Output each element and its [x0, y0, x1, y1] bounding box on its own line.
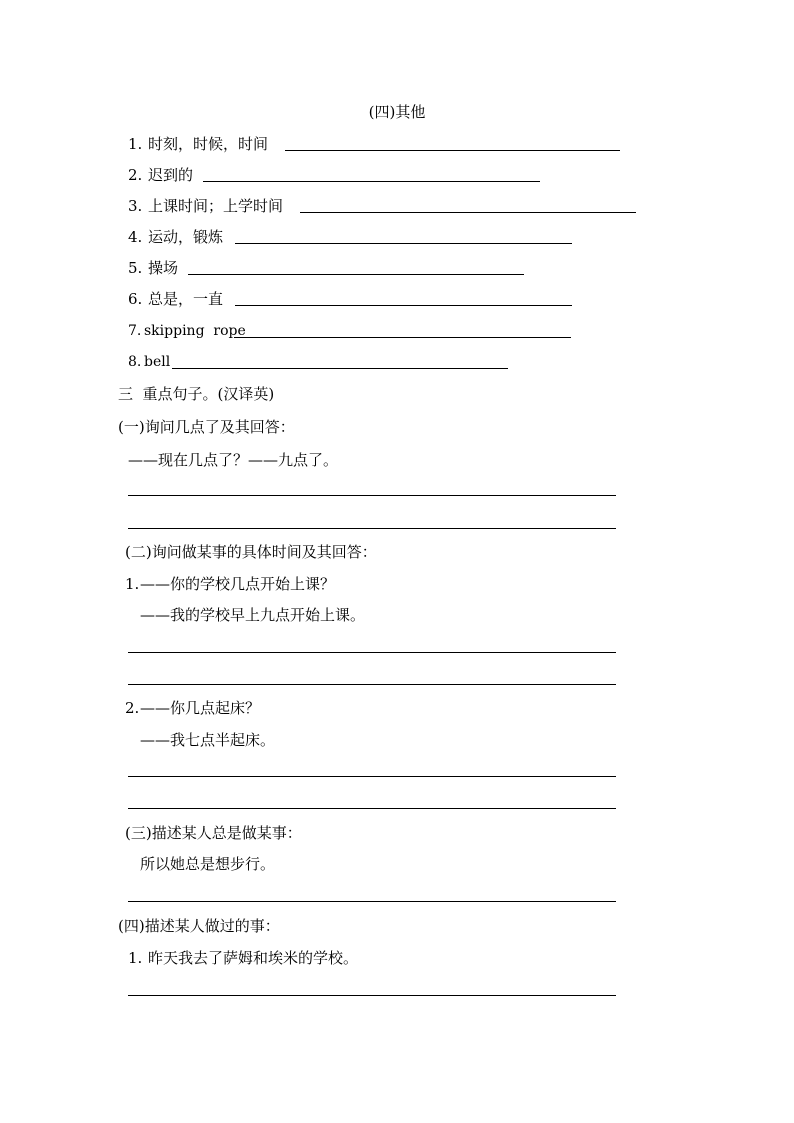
- answer-blank[interactable]: [234, 337, 571, 338]
- answer-blank[interactable]: [235, 305, 572, 306]
- subsection-heading: (一)询问几点了及其回答：: [118, 418, 295, 436]
- dialogue-line: 昨天我去了萨姆和埃米的学校。: [148, 949, 359, 967]
- answer-blank[interactable]: [172, 368, 508, 369]
- item-number: 3.: [128, 197, 143, 215]
- answer-blank[interactable]: [188, 274, 524, 275]
- item-text: 运动，锻炼: [148, 228, 224, 246]
- dialogue-line: ——你的学校几点开始上课？: [140, 575, 336, 593]
- subsection-heading: (四)描述某人做过的事：: [118, 917, 280, 935]
- subsection-heading: (三)描述某人总是做某事：: [125, 824, 302, 842]
- item-number: 1.: [128, 135, 143, 153]
- item-number: 7.: [128, 323, 142, 339]
- item-number: 4.: [128, 228, 143, 246]
- answer-line[interactable]: [128, 808, 616, 809]
- answer-line[interactable]: [128, 495, 616, 496]
- question-number: 2.: [125, 699, 140, 717]
- answer-line[interactable]: [128, 528, 616, 529]
- dialogue-line: ——我的学校早上九点开始上课。: [140, 606, 366, 624]
- question-number: 1.: [125, 575, 140, 593]
- answer-blank[interactable]: [285, 150, 620, 151]
- item-number: 5.: [128, 259, 143, 277]
- item-text: skipping rope: [144, 323, 246, 339]
- item-text: 迟到的: [148, 166, 194, 184]
- subsection-heading: (二)询问做某事的具体时间及其回答：: [125, 543, 377, 561]
- item-number: 6.: [128, 290, 143, 308]
- item-text: bell: [144, 354, 171, 370]
- item-text: 上课时间；上学时间: [148, 197, 284, 215]
- dialogue-line: ——我七点半起床。: [140, 731, 276, 749]
- item-number: 2.: [128, 166, 143, 184]
- answer-line[interactable]: [128, 901, 616, 902]
- item-text: 总是，一直: [148, 290, 224, 308]
- answer-line[interactable]: [128, 995, 616, 996]
- item-text: 时刻，时候，时间: [148, 135, 269, 153]
- dialogue-line: ——现在几点了？——九点了。: [128, 451, 339, 469]
- answer-blank[interactable]: [203, 181, 540, 182]
- item-text: 操场: [148, 259, 179, 277]
- part-heading: 三 重点句子。(汉译英): [118, 385, 275, 403]
- answer-line[interactable]: [128, 776, 616, 777]
- dialogue-line: 所以她总是想步行。: [140, 855, 276, 873]
- section-title: (四)其他: [368, 103, 426, 121]
- question-number: 1.: [128, 949, 143, 967]
- dialogue-line: ——你几点起床？: [140, 699, 261, 717]
- answer-line[interactable]: [128, 652, 616, 653]
- answer-blank[interactable]: [235, 243, 572, 244]
- answer-blank[interactable]: [300, 212, 636, 213]
- item-number: 8.: [128, 354, 142, 370]
- answer-line[interactable]: [128, 684, 616, 685]
